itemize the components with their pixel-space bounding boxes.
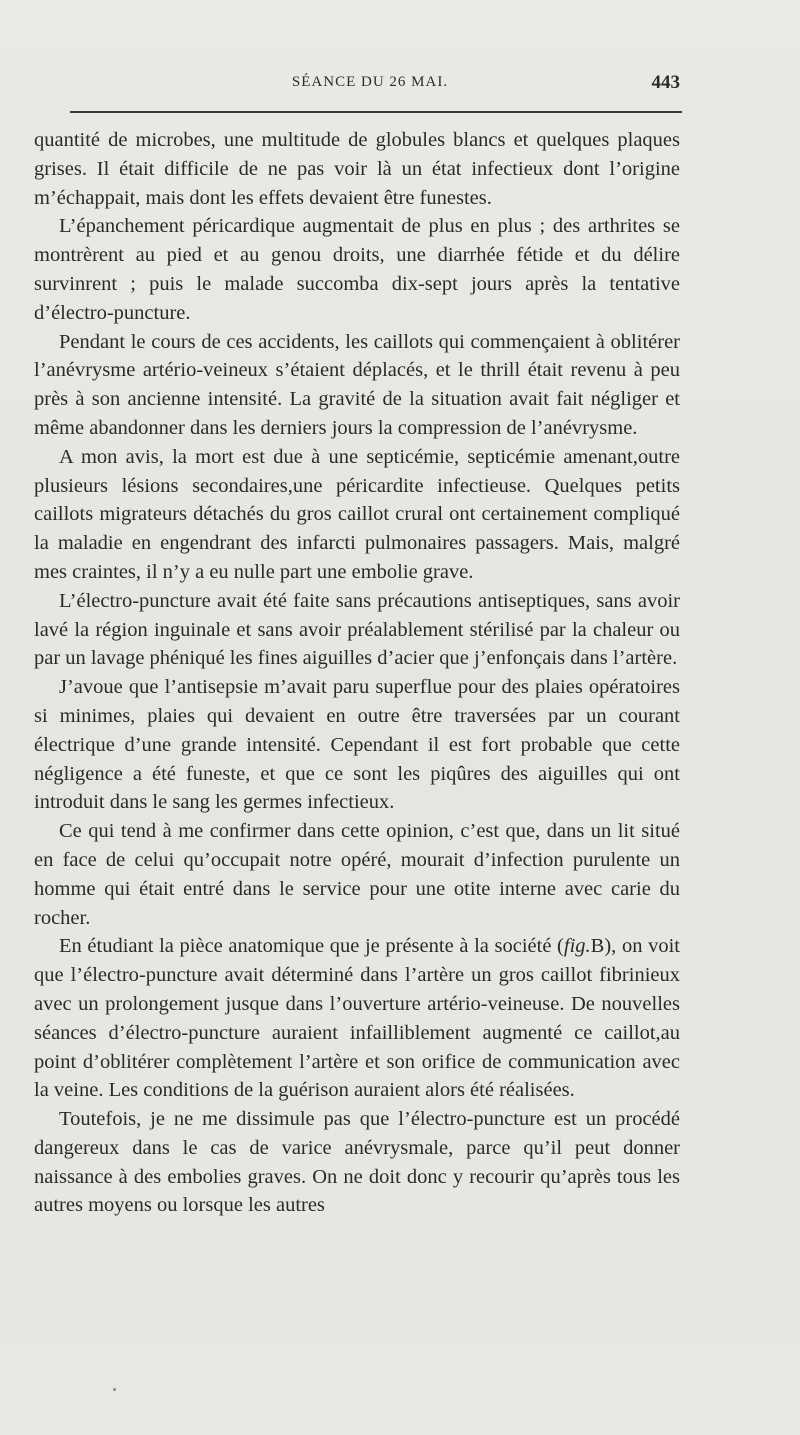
paragraph-7: Ce qui tend à me confirmer dans cette opinion, c’est que, dans un lit situé en face de celui qu’occupait notre opéré, mourait d’infection purulente un homme qui était entré dans le service pour une otite interne avec carie du rocher. [34, 820, 680, 929]
figure-reference: fig. [563, 935, 591, 958]
ink-speck [113, 1388, 116, 1391]
paragraph-8-rest: B), on voit que l’électro-puncture avait déterminé dans l’artère un gros caillot fibrinieux avec un prolongement jusque dans l’ouverture artério-veineuse. De nouvelles séances d’électro-puncture auraient infailliblement augmenté ce caillot,au point d’oblitérer complètement l’artère et son orifice de communication avec la veine. Les conditions de la guérison auraient alors été réalisées. [34, 935, 680, 1102]
paragraph-5: L’électro-puncture avait été faite sans précautions antiseptiques, sans avoir lavé la région inguinale et sans avoir préalablement stérilisé par la chaleur ou par un lavage phéniqué les fines aiguilles d’acier que j’enfonçais dans l’artère. [34, 589, 680, 670]
header-rule [70, 111, 682, 113]
paragraph-1: quantité de microbes, une multitude de globules blancs et quelques plaques grises. Il était difficile de ne pas voir là un état infectieux dont l’origine m’échappait, mais dont les effets devaient être funestes. [34, 129, 680, 209]
running-head [70, 74, 680, 98]
body-text [34, 126, 680, 1220]
running-title: SÉANCE DU 26 MAI. [291, 74, 449, 90]
paragraph-8 [34, 932, 680, 1105]
paragraph-2: L’épanchement péricardique augmentait de plus en plus ; des arthrites se montrèrent au pied et au genou droits, une diarrhée fétide et du délire survinrent ; puis le malade succomba dix-sept jours après la tentative d’électro-puncture. [34, 215, 680, 324]
paragraph-6: J’avoue que l’antisepsie m’avait paru superflue pour des plaies opératoires si minimes, plaies qui devaient en outre être traversées par un courant électrique d’une grande intensité. Cependant il est fort probable que cette négligence a été funeste, et que ce sont les piqûres des aiguilles qui ont introduit dans le sang les germes infectieux. [34, 676, 680, 814]
paragraph-4: A mon avis, la mort est due à une septicémie, septicémie amenant,outre plusieurs lésions secondaires,une péricardite infectieuse. Quelques petits caillots migrateurs détachés du gros caillot crural ont certainement compliqué la maladie en engendrant des infarcti pulmonaires passagers. Mais, malgré mes craintes, il n’y a eu nulle part une embolie grave. [34, 445, 680, 583]
paragraph-3: Pendant le cours de ces accidents, les caillots qui commençaient à oblitérer l’anévrysme artério-veineux s’étaient déplacés, et le thrill était revenu à peu près à son ancienne intensité. La gravité de la situation avait fait négliger et même abandonner dans les derniers jours la compression de l’anévrysme. [34, 330, 680, 439]
page-number: 443 [651, 72, 680, 93]
paragraph-9: Toutefois, je ne me dissimule pas que l’électro-puncture est un procédé dangereux dans le cas de varice anévrysmale, parce qu’il peut donner naissance à des embolies graves. On ne doit donc y recourir qu’après tous les autres moyens ou lorsque les autres [34, 1108, 680, 1217]
paragraph-8-lead: En étudiant la pièce anatomique que je présente à la société ( [59, 935, 564, 958]
